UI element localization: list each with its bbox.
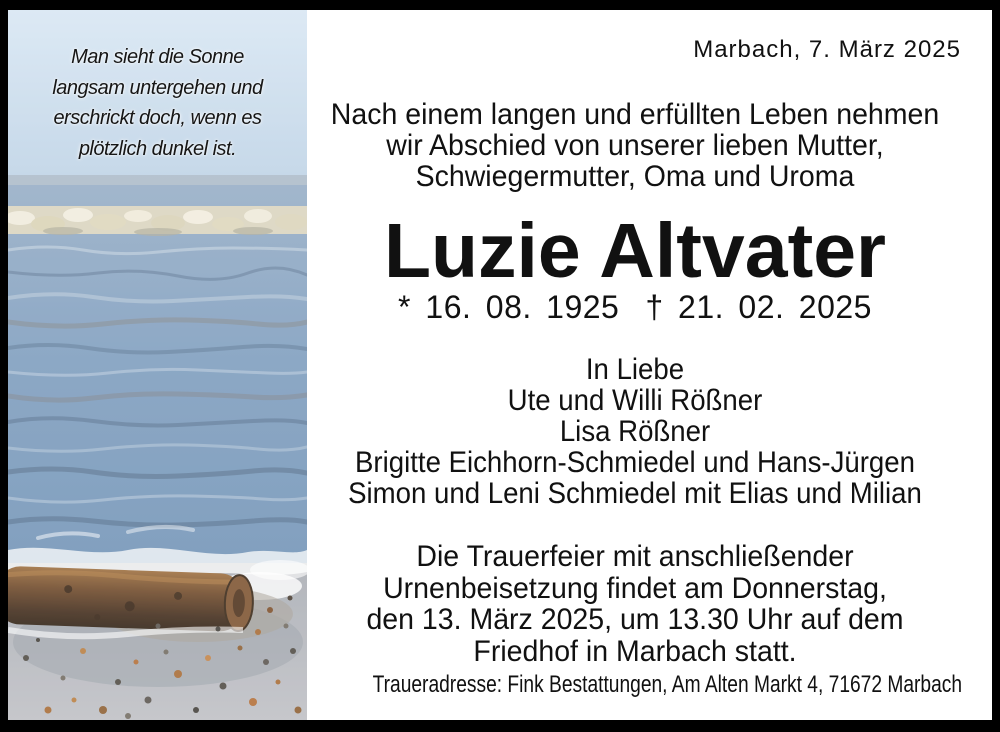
funeral-line: den 13. März 2025, um 13.30 Uhr auf dem bbox=[366, 603, 904, 637]
intro-line: Nach einem langen und erfüllten Leben nehmen bbox=[330, 98, 940, 131]
photo-quote-line: Man sieht die Sonne bbox=[71, 46, 244, 68]
intro-line: wir Abschied von unserer lieben Mutter, bbox=[386, 129, 884, 162]
intro-paragraph bbox=[323, 99, 946, 192]
mourners-line: Brigitte Eichhorn-Schmiedel und Hans-Jürgen bbox=[355, 446, 915, 479]
mourners-line: Simon und Leni Schmiedel mit Elias und Milian bbox=[348, 477, 922, 510]
photo-quote bbox=[8, 42, 307, 164]
notice-content bbox=[307, 10, 992, 720]
mourners-line: In Liebe bbox=[585, 353, 685, 386]
dateline: Marbach, 7. März 2025 bbox=[693, 36, 961, 63]
deceased-name: Luzie Altvater bbox=[383, 208, 887, 294]
death-date: † 21. 02. 2025 bbox=[645, 289, 872, 325]
photo-quote-line: erschrickt doch, wenn es bbox=[53, 107, 262, 129]
birth-date: * 16. 08. 1925 bbox=[398, 289, 620, 325]
mourners-line: Lisa Rößner bbox=[559, 415, 711, 448]
funeral-line: Urnenbeisetzung findet am Donnerstag, bbox=[383, 571, 887, 605]
mourners-line: Ute und Willi Rößner bbox=[507, 384, 763, 417]
intro-line: Schwiegermutter, Oma und Uroma bbox=[415, 160, 855, 193]
photo-quote-line: plötzlich dunkel ist. bbox=[78, 137, 237, 160]
beach-photo bbox=[8, 10, 307, 720]
mourners-list bbox=[333, 354, 937, 509]
funeral-info bbox=[323, 541, 946, 668]
paper bbox=[8, 10, 992, 720]
funeral-line: Friedhof in Marbach statt. bbox=[473, 635, 797, 669]
life-dates bbox=[307, 290, 963, 324]
photo-quote-line: langsam untergehen und bbox=[52, 76, 263, 99]
funeral-line: Die Trauerfeier mit anschließender bbox=[416, 540, 854, 573]
mourning-address: Traueradresse: Fink Bestattungen, Am Alten Markt 4, 71672 Marbach bbox=[372, 671, 963, 698]
